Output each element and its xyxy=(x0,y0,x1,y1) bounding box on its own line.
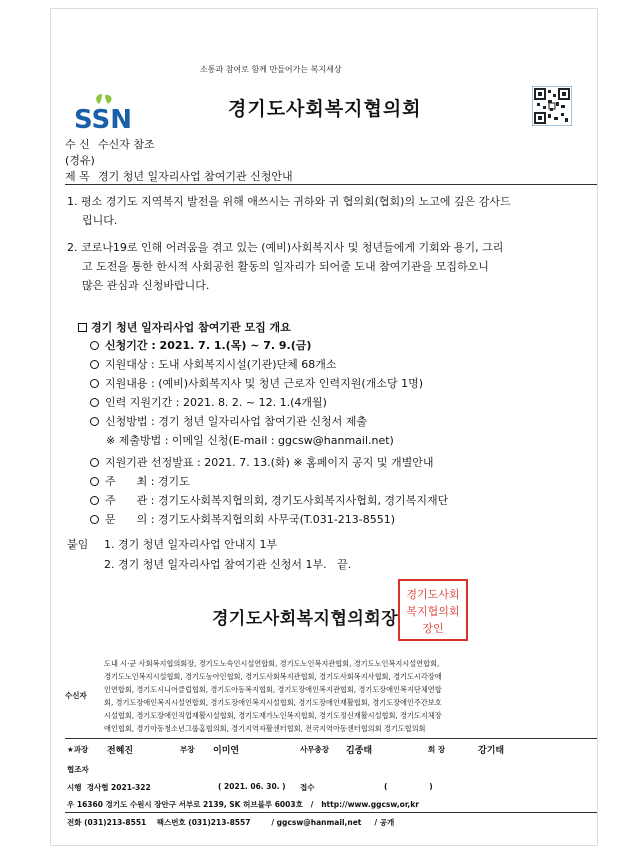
svg-text:복지협의회: 복지협의회 xyxy=(406,605,460,618)
attachments-label: 붙임 xyxy=(67,538,89,551)
recipients-label: 수신자 xyxy=(65,691,87,700)
subject-label: 제 목 xyxy=(65,170,90,183)
receipt-value: ( ) xyxy=(384,782,433,791)
receipt-label: 접수 xyxy=(300,783,315,792)
via-label: (경유) xyxy=(65,154,95,167)
approval-name-3: 김종태 xyxy=(346,746,373,756)
cooperator-label: 협조자 xyxy=(67,765,89,774)
official-seal xyxy=(397,578,469,642)
logo-text: SSN xyxy=(74,105,133,132)
checkbox-icon xyxy=(78,323,87,332)
recipients-line: 시설협회, 경기도장애인직업재활시설협회, 경기도재가노인복지협회, 경기도정신재활시설협회, 경기도지체장 xyxy=(104,711,442,720)
circle-bullet-icon xyxy=(90,515,99,524)
subject-value: 경기 청년 일자리사업 참여기관 신청안내 xyxy=(98,170,293,183)
paragraph-2-line-2: 고 도전을 통한 한시적 사회공헌 활동의 일자리가 되어줄 도내 참여기관을 모집하오니 xyxy=(82,260,489,273)
circle-bullet-icon xyxy=(90,341,99,350)
overview-item: 지원내용 : (예비)사회복지사 및 청년 근로자 인력지원(개소당 1명) xyxy=(90,374,423,393)
overview-item: 주 최 : 경기도 xyxy=(90,472,190,491)
attachment-item: 1. 경기 청년 일자리사업 안내지 1부 xyxy=(104,538,278,551)
contact-line: 전화 (031)213-8551 팩스번호 (031)213-8557 / ggcsw@hanmail,net / 공개 xyxy=(67,818,395,827)
svg-text:장인: 장인 xyxy=(422,622,444,635)
svg-text:경기도사회: 경기도사회 xyxy=(406,588,460,601)
approval-label-1: ★과장 xyxy=(67,745,89,754)
overview-item: 지원기관 선정발표 : 2021. 7. 13.(화) ※ 홈페이지 공지 및 개별안내 xyxy=(90,453,433,472)
approval-name-2: 이미연 xyxy=(213,746,240,756)
slogan: 소통과 참여로 함께 만들어가는 복지세상 xyxy=(200,65,342,74)
overview-item: 인력 지원기간 : 2021. 8. 2. ~ 12. 1.(4개월) xyxy=(90,393,327,412)
recipients-line: 인연합회, 경기도시니어클럽협회, 경기도아동복지협회, 경기도장애인복지관협회, 경기도장애인복지단체연합 xyxy=(104,685,442,694)
circle-bullet-icon xyxy=(90,398,99,407)
paragraph-1-line-1: 1. 평소 경기도 지역복지 발전을 위해 애쓰시는 귀하와 귀 협의회(협회)의 노고에 깊은 감사드 xyxy=(67,195,511,208)
approval-name-4: 강기태 xyxy=(478,746,505,756)
paragraph-1-line-2: 립니다. xyxy=(82,214,118,227)
circle-bullet-icon xyxy=(90,417,99,426)
overview-item: 주 관 : 경기도사회복지협의회, 경기도사회복지사협회, 경기복지재단 xyxy=(90,491,448,510)
circle-bullet-icon xyxy=(90,477,99,486)
ssn-logo-icon xyxy=(72,92,136,132)
address-line: 우 16360 경기도 수원시 장안구 서부로 2139, SK 허브블루 6003호 / http://www.ggcsw,or,kr xyxy=(67,800,419,809)
circle-bullet-icon xyxy=(90,496,99,505)
enforcement-number: 시행 경사협 2021-322 xyxy=(67,783,151,792)
approval-label-2: 부장 xyxy=(180,745,195,754)
paragraph-2-line-1: 2. 코로나19로 인해 어려움을 겪고 있는 (예비)사회복지사 및 청년들에게 기회와 용기, 그리 xyxy=(67,241,504,254)
recipients-line: 회, 경기도장애인복지시설연합회, 경기도장애인복지시설협회, 경기도장애인재활협회, 경기도장애인주간보호 xyxy=(104,698,442,707)
enforcement-date: ( 2021. 06. 30. ) xyxy=(218,782,286,791)
ssn-logo xyxy=(72,92,136,132)
circle-bullet-icon xyxy=(90,360,99,369)
paragraph-2-line-3: 많은 관심과 신청바랍니다. xyxy=(82,279,210,292)
overview-item: 신청방법 : 경기 청년 일자리사업 참여기관 신청서 제출 xyxy=(90,412,367,431)
qr-code-icon xyxy=(532,86,572,126)
circle-bullet-icon xyxy=(90,379,99,388)
header-divider xyxy=(65,184,597,185)
overview-item: 신청기간 : 2021. 7. 1.(목) ~ 7. 9.(금) xyxy=(90,336,311,355)
overview-title-row xyxy=(78,318,291,337)
recipient-label: 수 신 xyxy=(65,138,90,151)
approval-label-4: 회 장 xyxy=(428,745,446,754)
overview-note: ※ 제출방법 : 이메일 신청(E-mail : ggcsw@hanmail.net) xyxy=(106,434,394,447)
recipients-line: 도내 시·군 사회복지협의회장, 경기도노숙인시설연합회, 경기도노인복지관협회, 경기도노인복지시설연합회, xyxy=(104,659,440,668)
overview-item: 지원대상 : 도내 사회복지시설(기관)단체 68개소 xyxy=(90,355,337,374)
overview-item: 문 의 : 경기도사회복지협의회 사무국(T.031-213-8551) xyxy=(90,510,395,529)
recipient-value: 수신자 참조 xyxy=(98,138,155,151)
signature-title: 경기도사회복지협의회장 xyxy=(212,609,399,629)
overview-title: 경기 청년 일자리사업 참여기관 모집 개요 xyxy=(91,321,291,334)
footer-divider xyxy=(65,812,597,813)
circle-bullet-icon xyxy=(90,458,99,467)
attachment-item: 2. 경기 청년 일자리사업 참여기관 신청서 1부. 끝. xyxy=(104,558,352,571)
recipients-line: 애인협회, 경기아동청소년그룹홈협의회, 경기지역자활센터협회, 전국지역아동센터협의회 경기도협의회 xyxy=(104,724,426,733)
recipients-line: 경기도노인복지시설협회, 경기도농아인협회, 경기도사회복지관협회, 경기도사회복지사협회, 경기도시각장애 xyxy=(104,672,442,681)
approval-name-1: 전혜진 xyxy=(107,746,134,756)
approval-label-3: 사무총장 xyxy=(300,745,329,754)
org-title: 경기도사회복지협의회 xyxy=(228,98,422,120)
approval-divider xyxy=(65,738,597,739)
